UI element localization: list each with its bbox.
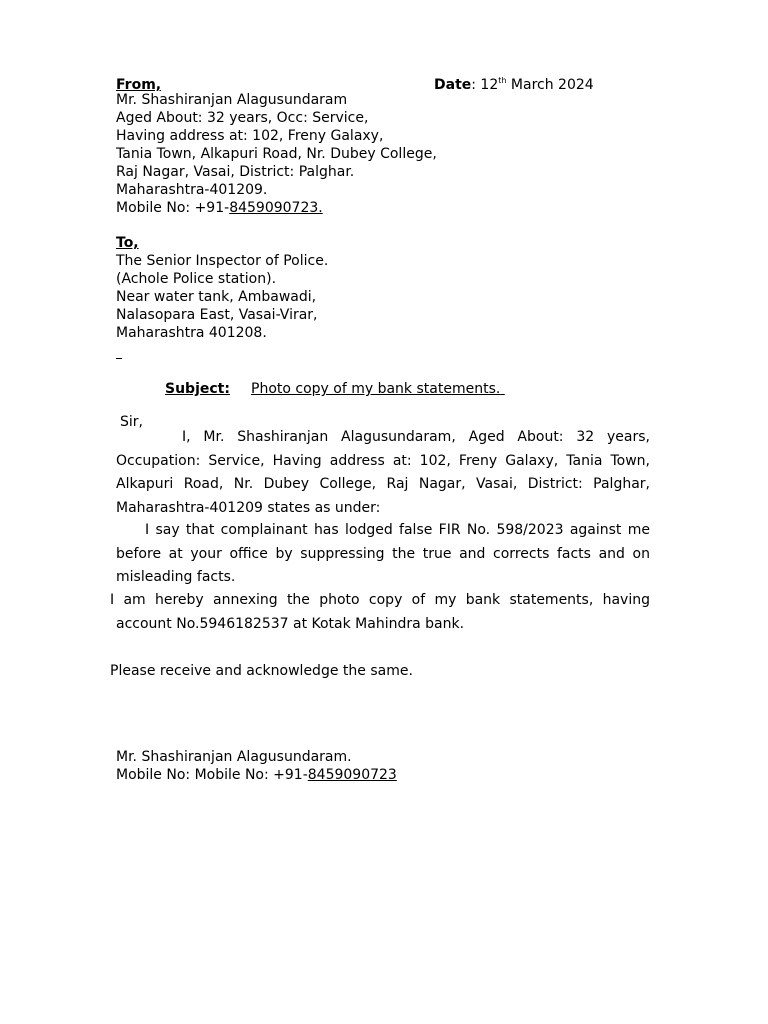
signature-mobile bbox=[116, 766, 397, 784]
date-rest: March 2024 bbox=[506, 77, 594, 93]
sender-line: Maharashtra-401209. bbox=[116, 182, 268, 198]
subject-line bbox=[165, 380, 230, 398]
recipient-line: Nalasopara East, Vasai-Virar, bbox=[116, 307, 318, 323]
body-paragraph-1: I, Mr. Shashiranjan Alagusundaram, Aged About: 32 years, Occupation: Service, Having address at: 102, Freny Galaxy, Tania Town, Alkapuri Road, Nr. Dubey College, Raj Nagar, Vasai, District: Palghar, Maharashtra-401209 states as under: bbox=[116, 429, 650, 516]
date-line bbox=[434, 76, 594, 94]
signature-mobile-number: 8459090723 bbox=[307, 767, 397, 783]
recipient-address bbox=[116, 252, 328, 342]
recipient-line: Maharashtra 401208. bbox=[116, 325, 267, 341]
date-suffix: th bbox=[498, 76, 507, 85]
sender-line: Aged About: 32 years, Occ: Service, bbox=[116, 110, 369, 126]
signature-name: Mr. Shashiranjan Alagusundaram. bbox=[116, 749, 352, 765]
sender-mobile bbox=[116, 199, 437, 217]
signature-mobile-label: Mobile No: Mobile No: +91- bbox=[116, 767, 308, 783]
sender-line: Raj Nagar, Vasai, District: Palghar. bbox=[116, 164, 355, 180]
subject-label: Subject: bbox=[165, 381, 230, 397]
signature-block bbox=[116, 748, 397, 784]
body-paragraph-2: I say that complainant has lodged false FIR No. 598/2023 against me before at your office by suppressing the true and corrects facts and on misleading facts. bbox=[116, 522, 650, 585]
body-paragraph-3-line-2: account No.5946182537 at Kotak Mahindra bank. bbox=[116, 616, 465, 632]
to-heading: To, bbox=[116, 235, 139, 251]
subject-text: Photo copy of my bank statements. bbox=[251, 381, 501, 397]
sender-name: Mr. Shashiranjan Alagusundaram bbox=[116, 92, 348, 108]
sender-address bbox=[116, 91, 437, 217]
sender-mobile-label: Mobile No: +91- bbox=[116, 200, 230, 216]
salutation: Sir, bbox=[120, 414, 143, 430]
recipient-line: The Senior Inspector of Police. bbox=[116, 253, 329, 269]
sender-line: Tania Town, Alkapuri Road, Nr. Dubey College, bbox=[116, 146, 437, 162]
date-label: Date bbox=[434, 77, 472, 93]
body-paragraph-3-line-1: I am hereby annexing the photo copy of my bank statements, having bbox=[110, 592, 650, 608]
recipient-line: (Achole Police station). bbox=[116, 271, 277, 287]
sender-line: Having address at: 102, Freny Galaxy, bbox=[116, 128, 384, 144]
date-day: : 12 bbox=[471, 77, 499, 93]
sender-mobile-number: 8459090723. bbox=[229, 200, 323, 216]
blank-underline bbox=[116, 346, 122, 359]
closing-line: Please receive and acknowledge the same. bbox=[110, 663, 413, 679]
from-heading: From, bbox=[116, 77, 162, 93]
recipient-line: Near water tank, Ambawadi, bbox=[116, 289, 317, 305]
